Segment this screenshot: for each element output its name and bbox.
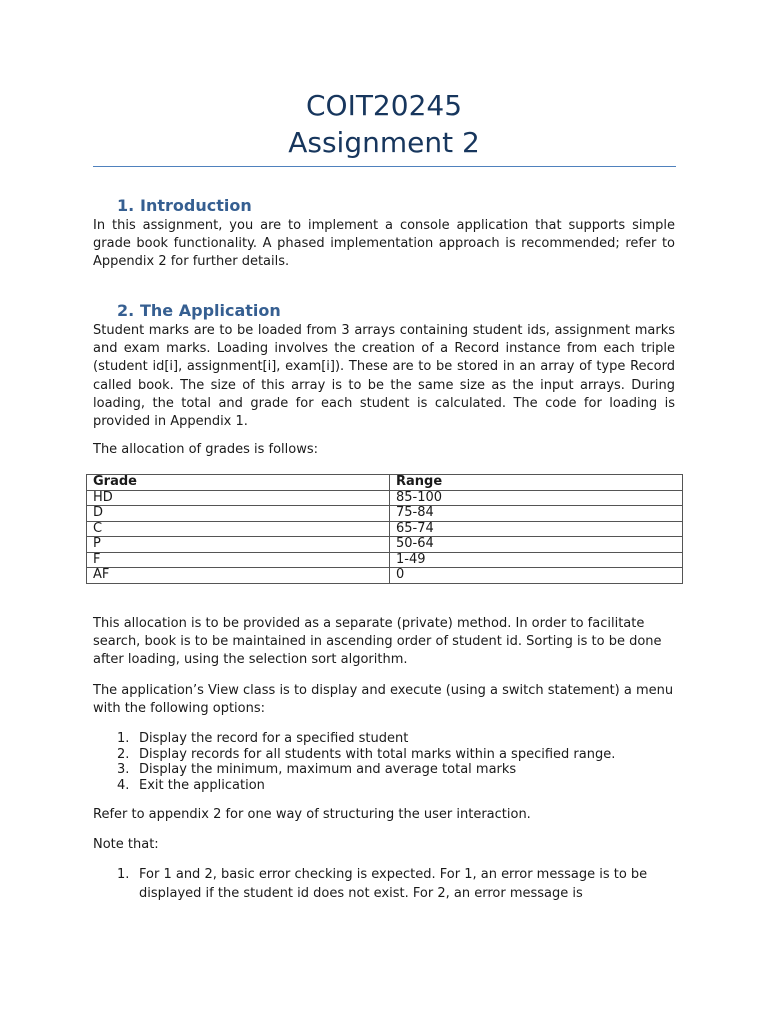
range-cell: 65-74: [390, 521, 683, 537]
table-row: [87, 537, 683, 553]
title-divider: [93, 166, 676, 167]
notes-list: [93, 866, 675, 903]
list-item: [93, 778, 675, 794]
grade-cell: HD: [87, 490, 390, 506]
table-row: [87, 552, 683, 568]
grade-table: [86, 474, 683, 584]
section-heading-application: [117, 301, 281, 321]
table-row: [87, 521, 683, 537]
view-class-paragraph: The application’s View class is to display and execute (using a switch statement) a menu with the following options:: [93, 683, 674, 717]
list-item-text: Exit the application: [139, 778, 265, 794]
list-item-text: For 1 and 2, basic error checking is expected. For 1, an error message is to be displayed if the student id does not exist. For 2, an error message is: [139, 867, 648, 901]
application-paragraph-loading: Student marks are to be loaded from 3 arrays containing student ids, assignment marks and exam marks. Loading involves the creation of a Record instance from each triple (student id[i], assignment[i], exam[i]). These are to be stored in an array of type Record called book. The size of this array is to be the same size as the input arrays. During loading, the total and grade for each student is calculated. The code for loading is provided in Appendix 1.: [93, 323, 675, 430]
section-number: 1.: [117, 196, 135, 215]
list-item-text: Display records for all students with total marks within a specified range.: [139, 746, 616, 762]
range-cell: 85-100: [390, 490, 683, 506]
list-item: [93, 866, 675, 903]
list-number: 1.: [117, 731, 130, 746]
assignment-title: Assignment 2: [288, 126, 480, 159]
column-header-grade: Grade: [87, 475, 390, 491]
range-cell: 1-49: [390, 552, 683, 568]
grade-cell: D: [87, 506, 390, 522]
table-header-row: [87, 475, 683, 491]
grade-cell: C: [87, 521, 390, 537]
list-item: [93, 731, 675, 747]
menu-options-list: [93, 731, 675, 794]
list-item: [93, 747, 675, 763]
list-number: 2.: [117, 746, 130, 762]
grade-allocation-intro: The allocation of grades is follows:: [93, 442, 318, 457]
intro-paragraph: In this assignment, you are to implement a console application that supports simple grade book functionality. A phased implementation approach is recommended; refer to Appendix 2 for further details.: [93, 218, 675, 270]
section-title: Introduction: [140, 196, 252, 215]
column-header-range: Range: [390, 475, 683, 491]
list-number: 3.: [117, 762, 130, 778]
list-number: 1.: [117, 867, 130, 882]
grade-cell: AF: [87, 568, 390, 584]
table-row: [87, 506, 683, 522]
range-cell: 50-64: [390, 537, 683, 553]
grade-cell: F: [87, 552, 390, 568]
table-row: [87, 490, 683, 506]
note-label: Note that:: [93, 837, 159, 852]
allocation-method-paragraph: This allocation is to be provided as a separate (private) method. In order to facilitate search, book is to be maintained in ascending order of student id. Sorting is to be done after loading, using the selection sort algorithm.: [93, 616, 662, 668]
course-code-title: COIT20245: [305, 89, 463, 122]
range-cell: 0: [390, 568, 683, 584]
list-item-text: Display the record for a specified student: [139, 731, 409, 746]
table-row: [87, 568, 683, 584]
section-heading-introduction: [117, 196, 252, 216]
list-number: 4.: [117, 778, 130, 794]
list-item-text: Display the minimum, maximum and average total marks: [139, 762, 517, 778]
range-cell: 75-84: [390, 506, 683, 522]
grade-cell: P: [87, 537, 390, 553]
section-title: The Application: [140, 301, 281, 320]
list-item: [93, 762, 675, 778]
section-number: 2.: [117, 301, 135, 320]
appendix-reference-paragraph: Refer to appendix 2 for one way of structuring the user interaction.: [93, 807, 531, 822]
